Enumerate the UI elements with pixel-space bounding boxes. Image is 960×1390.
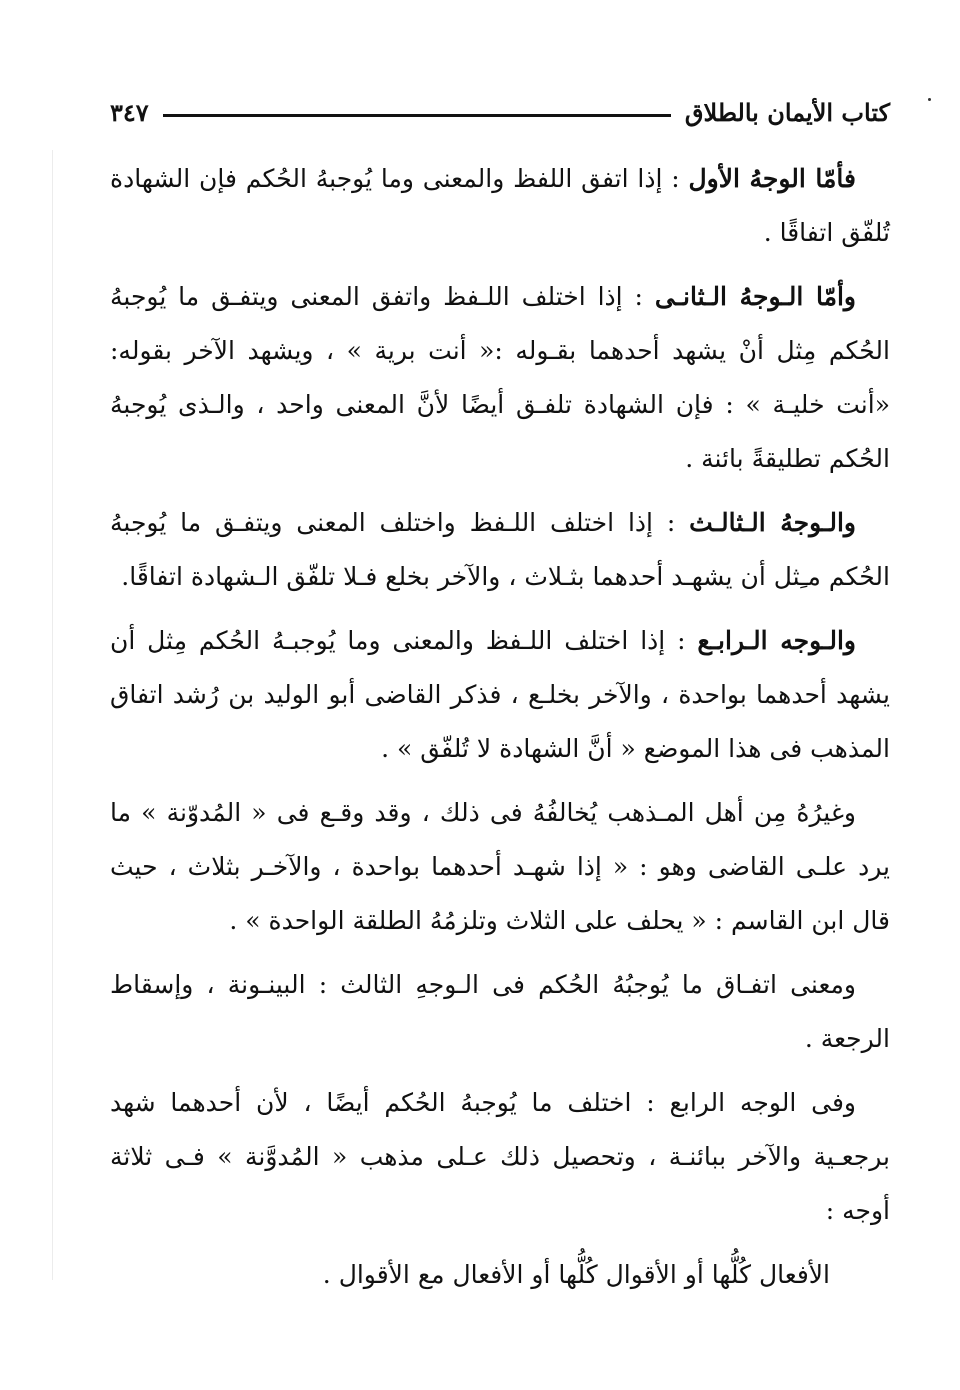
scan-speck — [928, 98, 931, 101]
paragraph-lead: والـوجه الـرابـع — [697, 626, 856, 655]
paragraph-meaning — [110, 958, 890, 1066]
running-header — [110, 92, 890, 132]
paragraph-text: : إذا اختلف اللـفظ واختلف المعنى ويتفـق ما يُوجبهُ الحُكم مـِثل أن يشهـد أحدهما بثـلاث ، والآخر بخلع فـلا تلفّق الـشهادة اتفاقًا. — [110, 508, 890, 591]
paragraph-lead: والـوجهُ الـثالـث — [689, 508, 856, 537]
book-title: كتاب الأيمان بالطلاق — [684, 97, 890, 127]
paragraph-lead: وأمّا الـوجهُ الـثانـى — [654, 282, 857, 311]
main-text — [110, 152, 890, 1312]
page-number: ٣٤٧ — [110, 97, 149, 127]
scan-edge-shadow — [52, 150, 53, 1280]
paragraph-three-ways — [110, 1248, 890, 1302]
header-rule — [163, 114, 671, 117]
paragraph-text: الأفعال كُلُّها أو الأقوال كُلُّها أو الأفعال مع الأقوال . — [322, 1260, 830, 1289]
paragraph-first-aspect — [110, 152, 890, 260]
paragraph-fourth-aspect — [110, 614, 890, 776]
paragraph-second-aspect — [110, 270, 890, 486]
paragraph-text: : إذا اختلف اللـفظ والمعنى وما يُوجبـهُ الحُكم مِثل أن يشهد أحدهما بواحدة ، والآخر بخلـع ، فذكر القاضى أبو الوليد بن رُشد اتفاق المذهب فى هذا الموضع « أنَّ الشهادة لا تُلفّق » . — [110, 626, 890, 763]
paragraph-lead: فأمّا الوجهُ الأول — [688, 164, 856, 193]
paragraph-fourth-aspect-detail — [110, 1076, 890, 1238]
paragraph-third-aspect — [110, 496, 890, 604]
paragraph-text: ومعنى اتفـاق ما يُوجبُهُ الحُكم فى الـوجهِ الثالث : البينـونة ، وإسقاط الرجعة . — [110, 970, 890, 1053]
paragraph-text: وفى الوجه الرابع : اختلف ما يُوجبهُ الحُكم أيضًا ، لأن أحدهما شهد برجعـية والآخر ببائنـة ، وتحصيل ذلك عـلى مذهب « المُدوَّنة » فـى ثلاثة أوجه : — [110, 1088, 890, 1225]
paragraph-disagreement — [110, 786, 890, 948]
paragraph-text: : إذا اختلف اللـفظ واتفق المعنى ويتفـق ما يُوجبهُ الحُكم مِثل أنْ يشهد أحدهما بقـوله :« أنت برية » ، ويشهد الآخر بقوله: «أنت خليـة » : فإن الشهادة تلفـق أيضًا لأنَّ المعنى واحد ، والـذى يُوجبهُ الحُكم تطليقةً بائنة . — [110, 282, 890, 473]
paragraph-text: وغيرُهُ مِن أهل المـذهب يُخالفُهُ فى ذلك ، وقد وقـع فى « المُدوّنة » ما يرد علـى القاضى وهو : « إذا شهـد أحدهما بواحدة ، والآخـر بثلاث ، حيث قال ابن القاسم : « يحلف على الثلاث وتلزمُهُ الطلقة الواحدة » . — [110, 798, 890, 935]
paragraph-text: : إذا اتفق اللفظ والمعنى وما يُوجبهُ الحُكم فإن الشهادة تُلفّق اتفاقًا . — [110, 164, 890, 247]
